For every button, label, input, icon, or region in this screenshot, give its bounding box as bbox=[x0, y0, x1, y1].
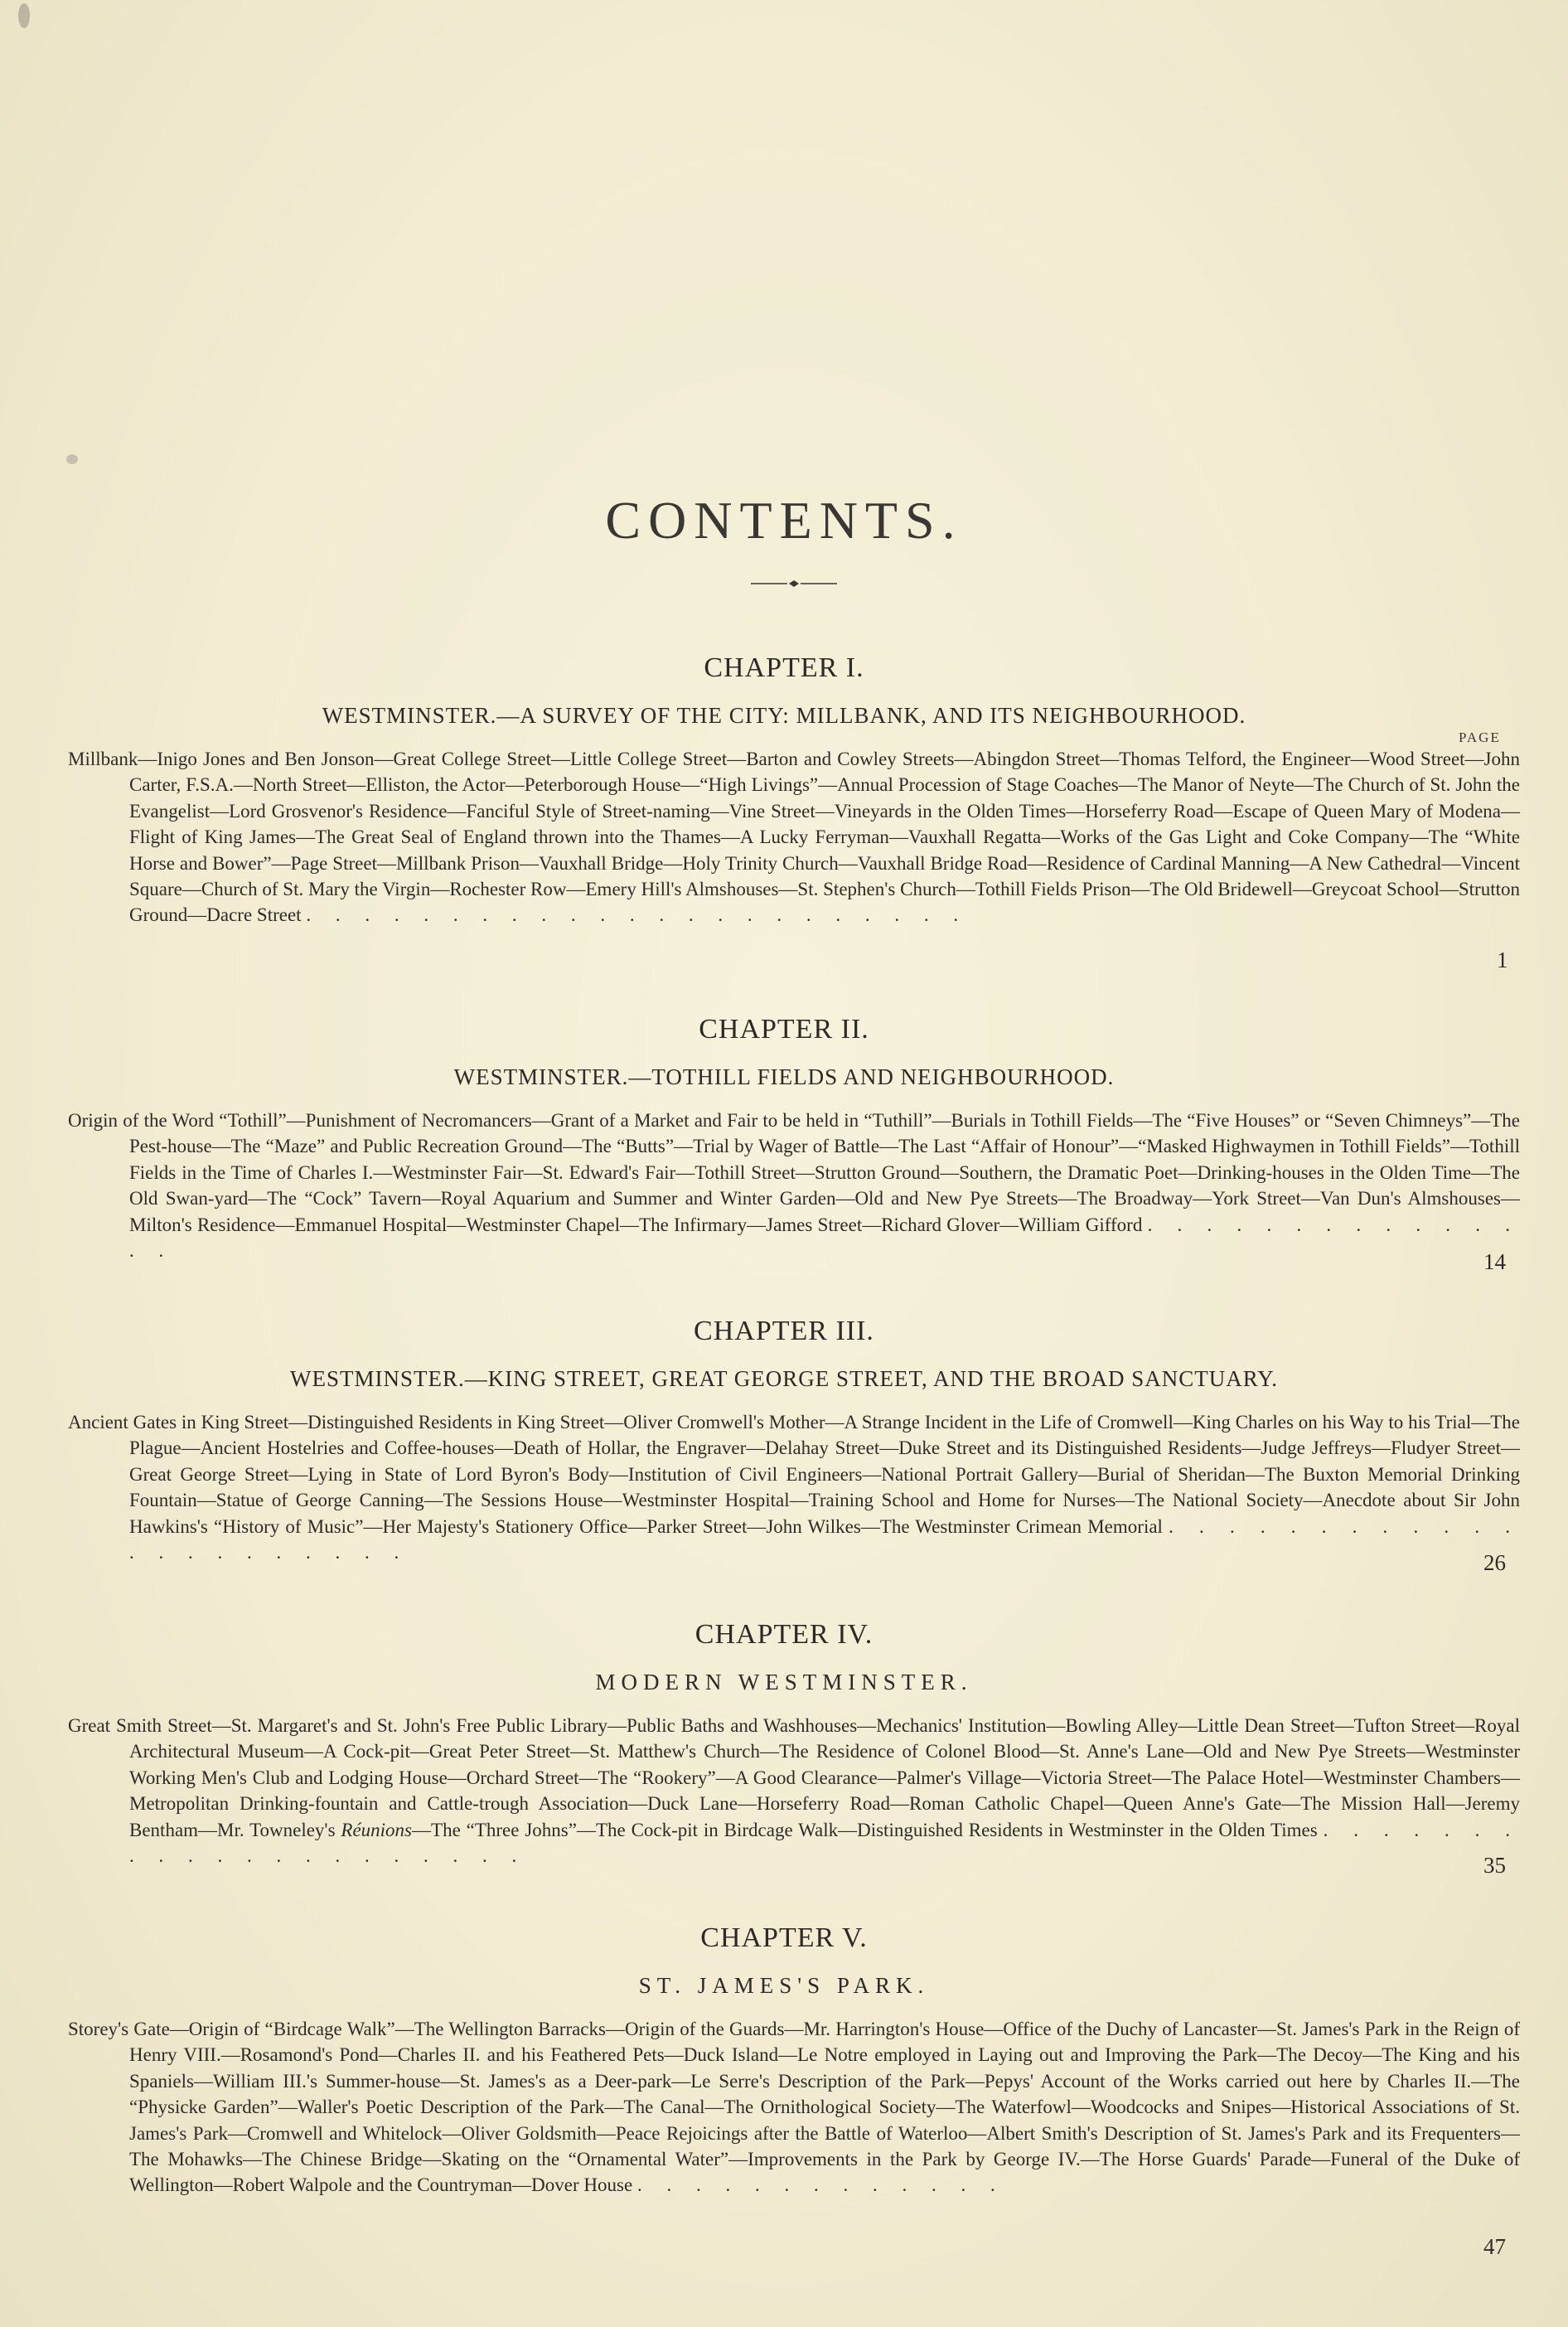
chapter-5 bbox=[0, 1922, 1568, 2259]
divider-ornament-icon bbox=[751, 578, 837, 589]
dot-leader: . . . . . . . . . . . . . . . . . . . . . . bbox=[129, 1515, 1520, 1563]
chapter-3 bbox=[0, 1315, 1568, 1575]
contents-text: Great Smith Street—St. Margaret's and St. John's Free Public Library—Public Baths and Washhouses—Mechanics' Institution—Bowling Alley—Little Dean Street—Tufton Street—Royal Architectural Museum—A Cock-pit—Great Peter Street—St. Matthew's Church—The Residence of Colonel Blood—St. Anne's Lane—Old and New Pye Streets—Westminster Working Men's Club and Lodging House—Orchard Street—The “Rookery”—A Good Clearance—Palmer's Village—Victoria Street—The Palace Hotel—Westminster Chambers—Metropolitan Drinking-fountain and Cattle-trough Association—Duck Lane—Horseferry Road—Roman Catholic Chapel—Queen Anne's Gate—The Mission Hall—Jeremy Bentham—Mr. Towneley's bbox=[68, 1715, 1520, 1840]
chapter-subtitle: ST. JAMES'S PARK. bbox=[638, 1973, 930, 1998]
dot-leader: . . . . . . . . . . . . . . . bbox=[129, 1214, 1520, 1262]
chapter-subtitle: MODERN WESTMINSTER. bbox=[595, 1670, 973, 1694]
dot-leader: . . . . . . . . . . . . . . . . . . . . . . . bbox=[306, 904, 969, 926]
page-number: 26 bbox=[1483, 1550, 1506, 1575]
contents-text-continued: —The “Three Johns”—The Cock-pit in Birdcage Walk—Distinguished Residents in Westminster in the Olden Times bbox=[412, 1819, 1318, 1840]
page-number: 47 bbox=[1483, 2234, 1506, 2259]
chapter-number: CHAPTER I. bbox=[704, 652, 864, 683]
contents-text: Millbank—Inigo Jones and Ben Jonson—Great College Street—Little College Street—Barton and Cowley Streets—Abingdon Street—Thomas Telford, the Engineer—Wood Street—John Carter, F.S.A.—North Street—Elliston, the Actor—Peterborough House—“High Livings”—Annual Procession of Stage Coaches—The Manor of Neyte—The Church of St. John the Evangelist—Lord Grosvenor's Residence—Fanciful Style of Street-naming—Vine Street—Vineyards in the Olden Times—Horseferry Road—Escape of Queen Mary of Modena—Flight of King James—The Great Seal of England thrown into the Thames—A Lucky Ferryman—Vauxhall Regatta—Works of the Gas Light and Coke Company—The “White Horse and Bower”—Page Street—Millbank Prison—Vauxhall Bridge—Holy Trinity Church—Vauxhall Bridge Road—Residence of Cardinal Manning—A New Cathedral—Vincent Square—Church of St. Mary the Virgin—Rochester Row—Emery Hill's Almshouses—St. Stephen's Church—Tothill Fields Prison—The Old Bridewell—Greycoat School—Strutton Ground—Dacre Street bbox=[68, 749, 1520, 926]
chapter-subtitle: WESTMINSTER.—TOTHILL FIELDS AND NEIGHBOURHOOD. bbox=[453, 1064, 1115, 1089]
page-number: 1 bbox=[1497, 948, 1508, 972]
chapter-2 bbox=[0, 1013, 1568, 1274]
chapter-number: CHAPTER II. bbox=[699, 1014, 869, 1045]
paper-stain bbox=[18, 3, 30, 28]
contents-text: Ancient Gates in King Street—Distinguished Residents in King Street—Oliver Cromwell's Mother—A Strange Incident in the Life of Cromwell—King Charles on his Way to his Trial—The Plague—Ancient Hostelries and Coffee-houses—Death of Hollar, the Engraver—Delahay Street—Duke Street and its Distinguished Residents—Judge Jeffreys—Fludyer Street—Great George Street—Lying in State of Lord Byron's Body—Institution of Civil Engineers—National Portrait Gallery—Burial of Sheridan—The Buxton Memorial Drinking Fountain—Statue of George Canning—The Sessions House—Westminster Hospital—Training School and Home for Nurses—The National Society—Anecdote about Sir John Hawkins's “History of Music”—Her Majesty's Stationery Office—Parker Street—John Wilkes—The Westminster Crimean Memorial bbox=[68, 1412, 1520, 1537]
chapter-4 bbox=[0, 1618, 1568, 1878]
contents-italic-text: Réunions bbox=[341, 1819, 413, 1840]
chapter-contents bbox=[68, 2016, 1520, 2199]
chapter-contents bbox=[68, 1713, 1520, 1869]
paper-stain bbox=[66, 454, 78, 464]
chapter-subtitle: WESTMINSTER.—KING STREET, GREAT GEORGE STREET, AND THE BROAD SANCTUARY. bbox=[289, 1366, 1279, 1391]
chapter-contents bbox=[68, 1108, 1520, 1263]
page-column-label: PAGE bbox=[1459, 730, 1501, 745]
chapter-subtitle: WESTMINSTER.—A SURVEY OF THE CITY: MILLBANK, AND ITS NEIGHBOURHOOD. bbox=[322, 703, 1246, 728]
contents-text: Storey's Gate—Origin of “Birdcage Walk”—The Wellington Barracks—Origin of the Guards—Mr. Harrington's House—Office of the Duchy of Lancaster—St. James's Park in the Reign of Henry VIII.—Rosamond's Pond—Charles II. and his Feathered Pets—Duck Island—Le Notre employed in Laying out and Improving the Park—The Decoy—The King and his Spaniels—William III.'s Summer-house—St. James's as a Deer-park—Le Serre's Description of the Park—Pepys' Account of the Works carried out here by Charles II.—The “Physicke Garden”—Waller's Poetic Description of the Park—The Canal—The Ornithological Society—The Waterfowl—Woodcocks and Snipes—Historical Associations of St. James's Park—Cromwell and Whitelock—Oliver Goldsmith—Peace Rejoicings after the Battle of Waterloo—Albert Smith's Description of St. James's Park and its Frequenters—The Mohawks—The Chinese Bridge—Skating on the “Ornamental Water”—Improvements in the Park by George IV.—The Horse Guards' Parade—Funeral of the Duke of Wellington—Robert Walpole and the Countryman—Dover House bbox=[68, 2019, 1520, 2196]
chapter-contents bbox=[68, 746, 1520, 928]
contents-text: Origin of the Word “Tothill”—Punishment of Necromancers—Grant of a Market and Fair to be held in “Tuthill”—Burials in Tothill Fields—The “Five Houses” or “Seven Chimneys”—The Pest-house—The “Maze” and Public Recreation Ground—The “Butts”—Trial by Wager of Battle—The Last “Affair of Honour”—“Masked Highwaymen in Tothill Fields”—Tothill Fields in the Time of Charles I.—Westminster Fair—St. Edward's Fair—Tothill Street—Strutton Ground—Southern, the Dramatic Poet—Drinking-houses in the Olden Time—The Old Swan-yard—The “Cock” Tavern—Royal Aquarium and Summer and Winter Garden—Old and New Pye Streets—The Broadway—York Street—Van Dun's Almshouses—Milton's Residence—Emmanuel Hospital—Westminster Chapel—The Infirmary—James Street—Richard Glover—William Gifford bbox=[68, 1110, 1520, 1235]
chapter-contents bbox=[68, 1409, 1520, 1565]
page-number: 14 bbox=[1483, 1249, 1506, 1274]
page-number: 35 bbox=[1483, 1853, 1506, 1878]
chapter-number: CHAPTER V. bbox=[700, 1922, 868, 1953]
dot-leader: . . . . . . . . . . . . . . . . . . . . . bbox=[129, 1819, 1521, 1867]
dot-leader: . . . . . . . . . . . . . bbox=[636, 2174, 1005, 2196]
chapter-number: CHAPTER IV. bbox=[694, 1619, 874, 1650]
page-title: CONTENTS. bbox=[605, 490, 963, 550]
chapter-number: CHAPTER III. bbox=[694, 1316, 874, 1346]
chapter-1 bbox=[0, 652, 1568, 972]
